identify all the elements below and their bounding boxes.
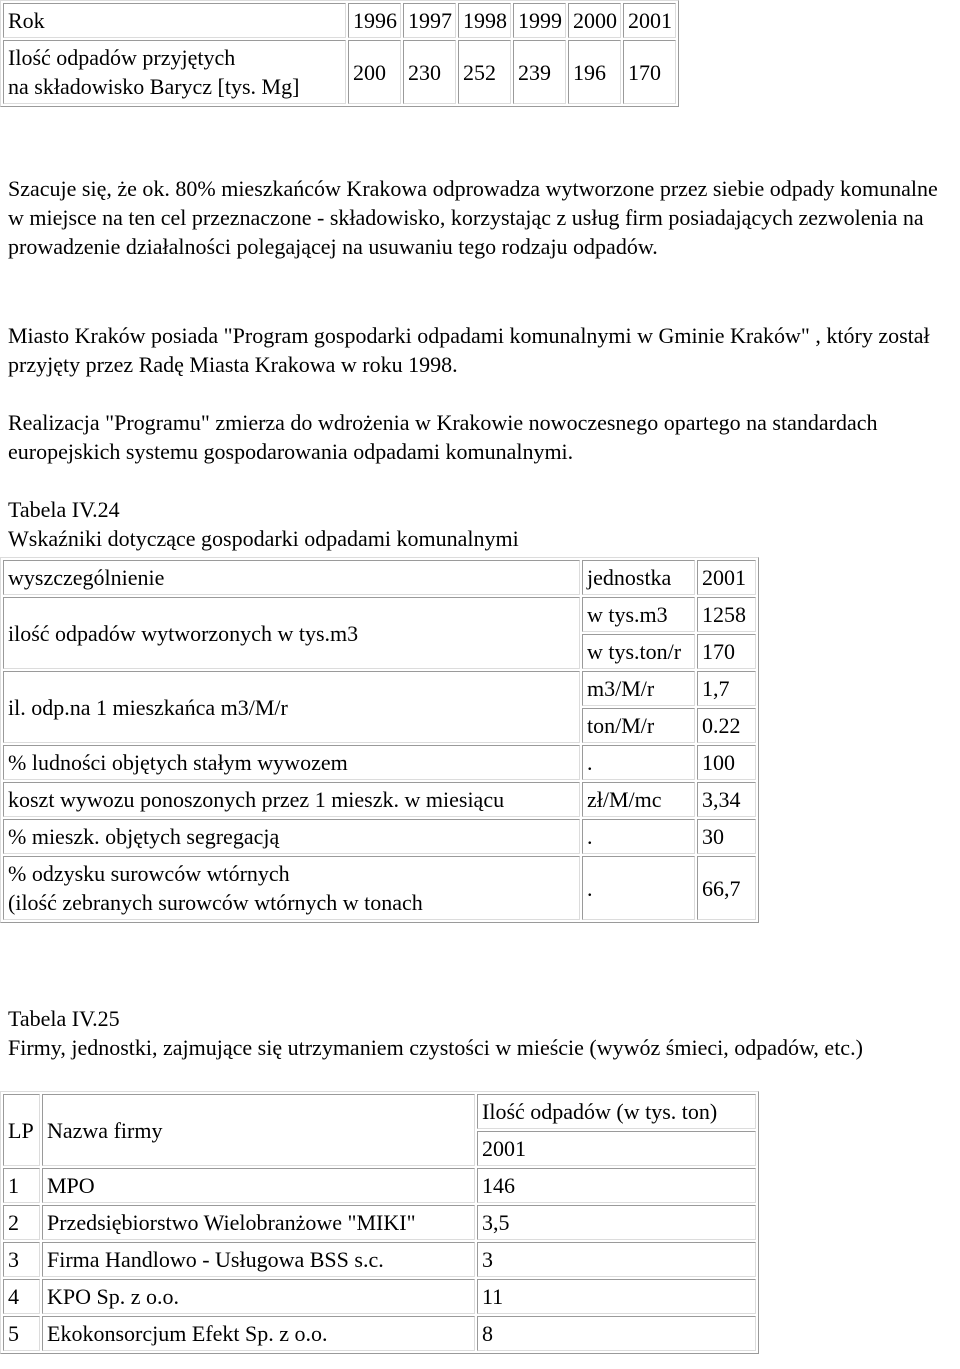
- header-cell: wyszczególnienie: [3, 560, 580, 595]
- value-cell: 30: [697, 819, 756, 854]
- indicator-label: % ludności objętych stałym wywozem: [3, 745, 580, 780]
- unit-cell: m3/M/r: [582, 671, 695, 706]
- value-cell: 200: [348, 40, 401, 104]
- waste-by-year-table-wrap: [0, 0, 679, 107]
- waste-by-year-table: [0, 0, 679, 107]
- unit-cell: .: [582, 745, 695, 780]
- value-cell: 230: [403, 40, 456, 104]
- value-cell: 1,7: [697, 671, 756, 706]
- indicators-table-wrap: [0, 557, 759, 923]
- table-row: [3, 560, 756, 595]
- value-cell: 66,7: [697, 856, 756, 920]
- value-cell: 252: [458, 40, 511, 104]
- unit-cell: w tys.m3: [582, 597, 695, 632]
- indicators-table: [0, 557, 759, 923]
- lp-cell: 5: [3, 1316, 40, 1351]
- table-caption-subtitle: Wskaźniki dotyczące gospodarki odpadami komunalnymi: [8, 526, 519, 551]
- table-row: [3, 671, 756, 706]
- table-caption: [8, 1004, 952, 1062]
- indicator-label-line: (ilość zebranych surowców wtórnych w tonach: [8, 890, 423, 915]
- table-row: [3, 3, 676, 38]
- indicator-label: % mieszk. objętych segregacją: [3, 819, 580, 854]
- header-cell-amount: Ilość odpadów (w tys. ton): [477, 1094, 756, 1129]
- header-cell-lp: LP: [3, 1094, 40, 1166]
- table-row: [3, 1168, 756, 1203]
- lp-cell: 3: [3, 1242, 40, 1277]
- amount-cell: 3,5: [477, 1205, 756, 1240]
- unit-cell: .: [582, 819, 695, 854]
- table-caption-title: Tabela IV.25: [8, 1006, 120, 1031]
- indicator-label: koszt wywozu ponoszonych przez 1 mieszk. w miesiącu: [3, 782, 580, 817]
- table-row: [3, 40, 676, 104]
- company-name-cell: Przedsiębiorstwo Wielobranżowe "MIKI": [42, 1205, 475, 1240]
- table-caption-title: Tabela IV.24: [8, 497, 120, 522]
- waste-row-label-line: na składowisko Barycz [tys. Mg]: [8, 74, 300, 99]
- table-caption-subtitle: Firmy, jednostki, zajmujące się utrzymaniem czystości w mieście (wywóz śmieci, odpadów, etc.): [8, 1035, 863, 1060]
- value-cell: 3,34: [697, 782, 756, 817]
- header-cell-year: 2001: [477, 1131, 756, 1166]
- amount-cell: 3: [477, 1242, 756, 1277]
- value-cell: 1258: [697, 597, 756, 632]
- lp-cell: 1: [3, 1168, 40, 1203]
- paragraph: Realizacja "Programu" zmierza do wdrożenia w Krakowie nowoczesnego opartego na standardach europejskich systemu gospodarowania odpadami komunalnymi.: [8, 410, 878, 464]
- value-cell: 196: [568, 40, 621, 104]
- waste-row-label: [3, 40, 346, 104]
- value-cell: 239: [513, 40, 566, 104]
- year-cell: 1996: [348, 3, 401, 38]
- company-name-cell: KPO Sp. z o.o.: [42, 1279, 475, 1314]
- table-row: [3, 1242, 756, 1277]
- table-caption: [8, 495, 952, 553]
- company-name-cell: MPO: [42, 1168, 475, 1203]
- indicator-label: il. odp.na 1 mieszkańca m3/M/r: [3, 671, 580, 743]
- value-cell: 100: [697, 745, 756, 780]
- table-row: [3, 1316, 756, 1351]
- table-row: [3, 597, 756, 632]
- unit-cell: ton/M/r: [582, 708, 695, 743]
- amount-cell: 8: [477, 1316, 756, 1351]
- header-cell: 2001: [697, 560, 756, 595]
- table-row: [3, 819, 756, 854]
- header-cell: jednostka: [582, 560, 695, 595]
- companies-table: [0, 1091, 759, 1354]
- paragraph: Szacuje się, że ok. 80% mieszkańców Krakowa odprowadza wytworzone przez siebie odpady komunalne w miejsce na ten cel przeznaczone - składowisko, korzystając z usług firm posiadających zezwolenia na prowadzenie działalności polegającej na usuwaniu tego rodzaju odpadów.: [8, 176, 938, 259]
- value-cell: 170: [623, 40, 676, 104]
- header-cell-name: Nazwa firmy: [42, 1094, 475, 1166]
- lp-cell: 4: [3, 1279, 40, 1314]
- unit-cell: w tys.ton/r: [582, 634, 695, 669]
- company-name-cell: Ekokonsorcjum Efekt Sp. z o.o.: [42, 1316, 475, 1351]
- amount-cell: 146: [477, 1168, 756, 1203]
- table-row: [3, 1094, 756, 1129]
- table-row: [3, 745, 756, 780]
- indicator-label: ilość odpadów wytworzonych w tys.m3: [3, 597, 580, 669]
- table-row: [3, 856, 756, 920]
- year-row-label: Rok: [3, 3, 346, 38]
- year-cell: 2001: [623, 3, 676, 38]
- unit-cell: zł/M/mc: [582, 782, 695, 817]
- year-cell: 2000: [568, 3, 621, 38]
- waste-row-label-line: Ilość odpadów przyjętych: [8, 45, 236, 70]
- year-cell: 1997: [403, 3, 456, 38]
- year-cell: 1999: [513, 3, 566, 38]
- lp-cell: 2: [3, 1205, 40, 1240]
- indicator-label-line: % odzysku surowców wtórnych: [8, 861, 290, 886]
- unit-cell: .: [582, 856, 695, 920]
- value-cell: 170: [697, 634, 756, 669]
- company-name-cell: Firma Handlowo - Usługowa BSS s.c.: [42, 1242, 475, 1277]
- amount-cell: 11: [477, 1279, 756, 1314]
- table-row: [3, 1205, 756, 1240]
- paragraph: Miasto Kraków posiada "Program gospodarki odpadami komunalnymi w Gminie Kraków" , który został przyjęty przez Radę Miasta Krakowa w roku 1998.: [8, 323, 930, 377]
- value-cell: 0.22: [697, 708, 756, 743]
- year-cell: 1998: [458, 3, 511, 38]
- companies-table-wrap: [0, 1091, 759, 1354]
- table-row: [3, 1279, 756, 1314]
- indicator-label: [3, 856, 580, 920]
- table-row: [3, 782, 756, 817]
